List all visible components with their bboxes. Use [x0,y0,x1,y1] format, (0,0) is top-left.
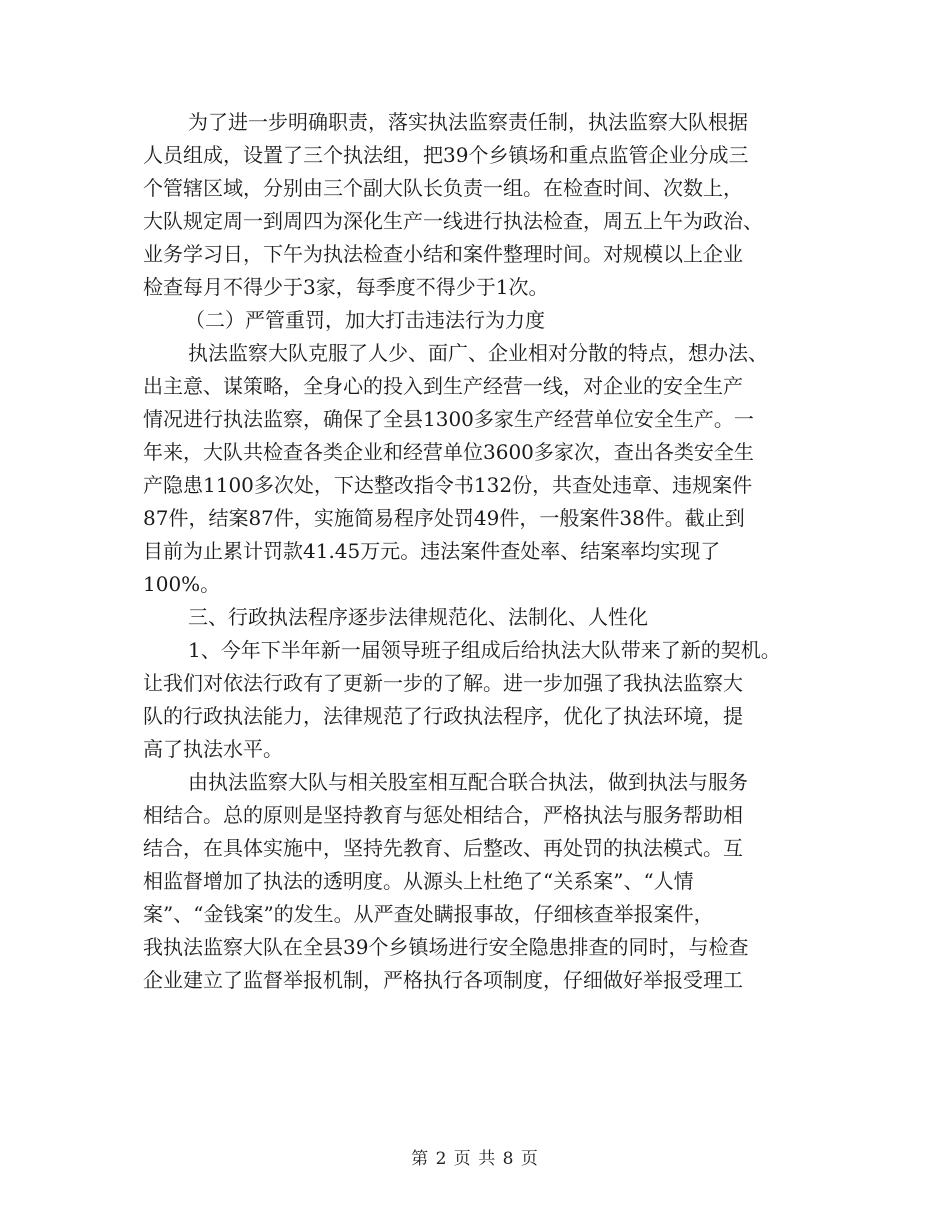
text-line: 为了进一步明确职责，落实执法监察责任制，执法监察大队根据 [188,110,748,134]
text-line: 87件，结案87件，实施简易程序处罚49件，一般案件38件。截止到 [143,506,745,530]
text-line: 相结合。总的原则是坚持教育与惩处相结合，严格执法与服务帮助相 [143,803,743,827]
text-line: 年来，大队共检查各类企业和经营单位3600多家次，查出各类安全生 [143,440,754,464]
text-line: 案”、“金钱案”的发生。从严查处瞒报事故，仔细核查举报案件， [143,902,714,926]
text-line: 队的行政执法能力，法律规范了行政执法程序，优化了执法环境，提 [143,704,743,728]
paragraph-4 [143,766,823,997]
text-line: 情况进行执法监察，确保了全县1300多家生产经营单位安全生产。一 [143,407,754,431]
text-line: 结合，在具体实施中，坚持先教育、后整改、再处罚的执法模式。互 [143,836,743,860]
text-line: 出主意、谋策略，全身心的投入到生产经营一线，对企业的安全生产 [143,374,743,398]
text-line: 企业建立了监督举报机制，严格执行各项制度，仔细做好举报受理工 [143,968,743,992]
text-line: 我执法监察大队在全县39个乡镇场进行安全隐患排查的同时，与检查 [143,935,749,959]
text-line: 由执法监察大队与相关股室相互配合联合执法，做到执法与服务 [188,770,748,794]
paragraph-3 [143,634,823,766]
heading-line: 三、行政执法程序逐步法律规范化、法制化、人性化 [188,605,648,629]
document-body [143,106,823,997]
text-line: 目前为止累计罚款41.45万元。违法案件查处率、结案率均实现了 [143,539,721,563]
text-line: 相监督增加了执法的透明度。从源头上杜绝了“关系案”、“人情 [143,869,694,893]
text-line: 执法监察大队克服了人少、面广、企业相对分散的特点，想办法、 [188,341,768,365]
text-line: 让我们对依法行政有了更新一步的了解。进一步加强了我执法监察大 [143,671,743,695]
section-heading-2 [143,304,823,337]
page-number-footer: 第 2 页 共 8 页 [411,1149,539,1169]
text-line: 个管辖区域，分别由三个副大队长负责一组。在检查时间、次数上， [143,176,743,200]
text-line: 检查每月不得少于3家，每季度不得少于1次。 [143,275,549,299]
text-line: 1、今年下半年新一届领导班子组成后给执法大队带来了新的契机。 [188,638,781,662]
text-line: 高了执法水平。 [143,737,283,761]
section-heading-3 [143,601,823,634]
text-line: 100%。 [143,572,221,596]
text-line: 产隐患1100多次处，下达整改指令书132份，共查处违章、违规案件 [143,473,753,497]
text-line: 人员组成，设置了三个执法组，把39个乡镇场和重点监管企业分成三 [143,143,749,167]
paragraph-2 [143,337,823,601]
paragraph-1 [143,106,823,304]
text-line: 大队规定周一到周四为深化生产一线进行执法检查，周五上午为政治、 [143,209,763,233]
heading-line: （二）严管重罚，加大打击违法行为力度 [185,308,545,332]
text-line: 业务学习日，下午为执法检查小结和案件整理时间。对规模以上企业 [143,242,743,266]
